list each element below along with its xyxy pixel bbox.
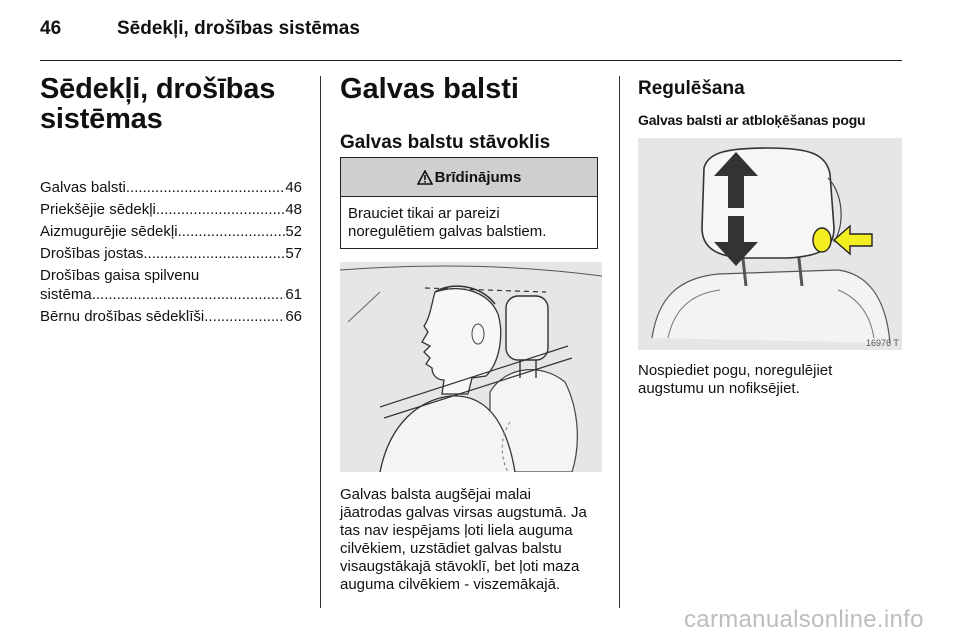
warning-heading: Brīdinājums (434, 168, 522, 186)
toc-label: Galvas balsti (40, 179, 126, 196)
caption-line: augstumu un nofiksējiet. (638, 380, 800, 397)
adjustment-caption (638, 362, 902, 398)
release-button-illustration (638, 138, 902, 350)
toc-leader (156, 200, 285, 219)
toc-entry-head-restraints[interactable] (40, 178, 302, 197)
table-of-contents (40, 178, 302, 329)
toc-entry-seat-belts[interactable] (40, 244, 302, 263)
toc-leader (126, 178, 285, 197)
toc-label: Drošības jostas (40, 245, 144, 262)
driver-head-restraint-illustration (340, 262, 602, 472)
warning-line: Brauciet tikai ar pareizi (348, 205, 500, 222)
caption-line: auguma cilvēkiem - viszemākajā. (340, 576, 561, 593)
caption-line: tas nav iespējams ļoti liela auguma (340, 522, 573, 539)
header-rule (40, 60, 902, 61)
caption-line: visaugstākajā stāvoklī, bet ļoti maza (340, 558, 580, 575)
toc-leader (204, 307, 285, 326)
head-restraint (506, 296, 548, 360)
warning-header (341, 158, 597, 197)
toc-label: Aizmugurējie sēdekļi (40, 223, 178, 240)
figure-code: 16976 T (866, 338, 899, 348)
caption-line: Nospiediet pogu, noregulējiet (638, 362, 833, 379)
watermark: carmanualsonline.info (684, 606, 924, 633)
warning-triangle-icon (417, 170, 433, 185)
chapter-title (40, 74, 275, 134)
toc-page: 52 (285, 223, 302, 240)
toc-label: sistēma (40, 286, 92, 303)
caption-line: jāatrodas galvas virsas augstumā. Ja (340, 504, 587, 521)
warning-box (340, 157, 598, 249)
toc-entry-child-seats[interactable] (40, 307, 302, 326)
adjustment-subtitle: Galvas balsti ar atbloķēšanas pogu (638, 112, 866, 128)
adjustment-title: Regulēšana (638, 78, 745, 99)
toc-leader (143, 244, 285, 263)
toc-leader (92, 285, 286, 304)
toc-leader (178, 222, 286, 241)
running-header-title: Sēdekļi, drošības sistēmas (117, 18, 360, 39)
toc-label: Priekšējie sēdekļi (40, 201, 156, 218)
toc-entry-front-seats[interactable] (40, 200, 302, 219)
toc-page: 61 (285, 286, 302, 303)
warning-line: noregulētiem galvas balstiem. (348, 223, 547, 240)
warning-text (341, 197, 597, 249)
chapter-title-line2: sistēmas (40, 103, 163, 135)
toc-entry-rear-seats[interactable] (40, 222, 302, 241)
column-divider-2 (619, 76, 620, 608)
section-title: Galvas balsti (340, 73, 519, 105)
release-button (813, 228, 831, 252)
toc-label-line1: Drošības gaisa spilvenu (40, 267, 200, 284)
page-number: 46 (40, 18, 62, 39)
toc-entry-airbag-system[interactable] (40, 266, 302, 304)
head-restraint-position-caption (340, 486, 604, 594)
toc-page: 66 (285, 308, 302, 325)
toc-label: Bērnu drošības sēdeklīši (40, 308, 205, 325)
caption-line: cilvēkiem, uzstādiet galvas balstu (340, 540, 562, 557)
caption-line: Galvas balsta augšējai malai (340, 486, 531, 503)
column-divider-1 (320, 76, 321, 608)
chapter-title-line1: Sēdekļi, drošības (40, 73, 276, 105)
section-subtitle: Galvas balstu stāvoklis (340, 132, 551, 153)
toc-page: 46 (285, 179, 302, 196)
toc-page: 48 (285, 201, 302, 218)
toc-page: 57 (285, 245, 302, 262)
